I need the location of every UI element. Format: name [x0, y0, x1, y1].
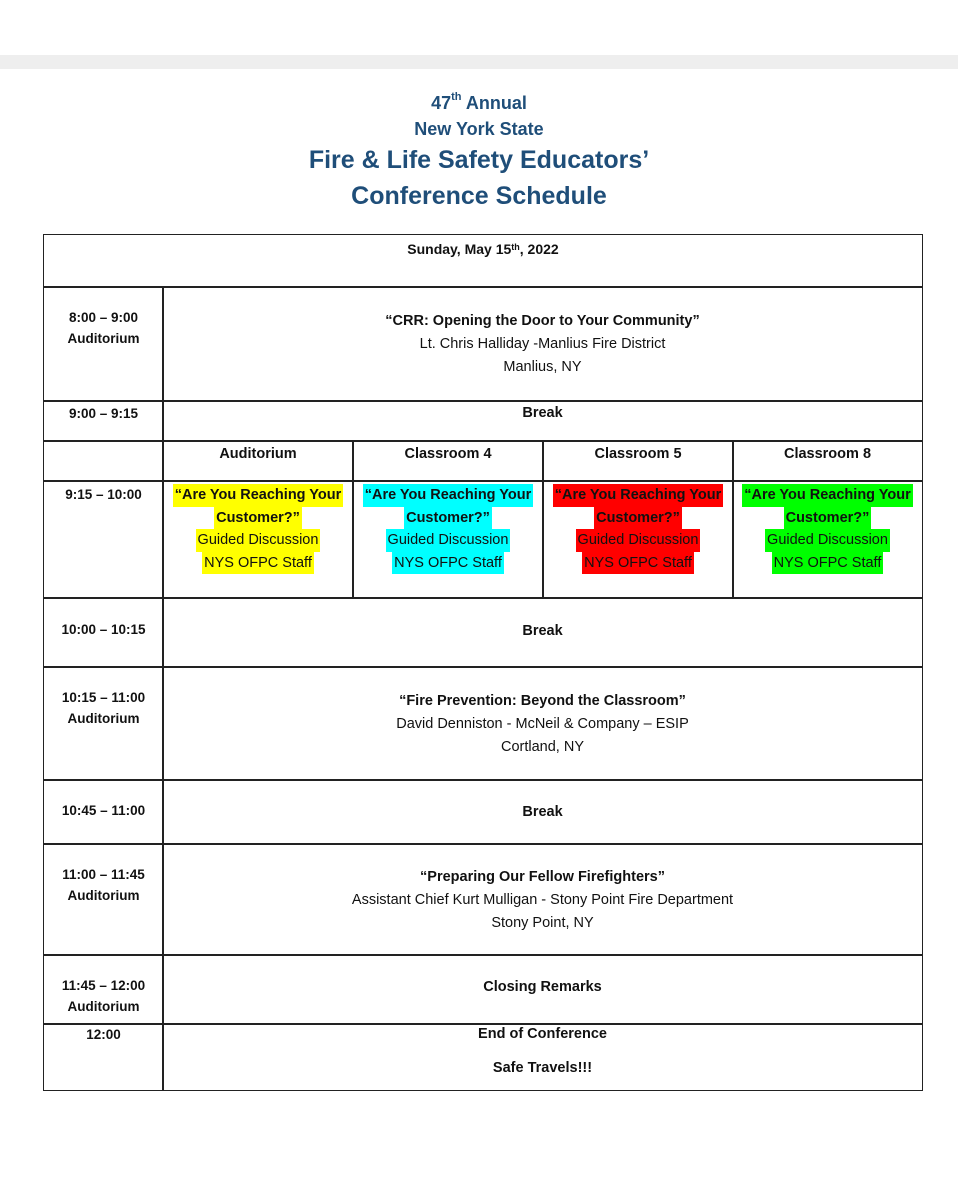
time-label: 10:45 – 11:00: [61, 803, 146, 818]
header-subtitle: Conference Schedule: [351, 182, 607, 210]
session-title: “Are You Reaching Your: [553, 484, 724, 507]
time-cell: [43, 1023, 164, 1091]
session-title: Customer?”: [594, 507, 682, 530]
session-cell-classroom-8: [732, 480, 923, 599]
session-title: Customer?”: [784, 507, 872, 530]
room-header-classroom-4: Classroom 4: [352, 440, 544, 482]
session-title: “Preparing Our Fellow Firefighters”: [420, 869, 665, 885]
session-title: “CRR: Opening the Door to Your Community”: [385, 313, 700, 329]
session-title: “Fire Prevention: Beyond the Classroom”: [399, 693, 686, 709]
time-cell: [43, 400, 164, 442]
session-presenter: NYS OFPC Staff: [772, 552, 884, 575]
end-of-conference-cell: [162, 1023, 923, 1091]
top-gray-strip: [0, 55, 958, 69]
time-cell: [43, 666, 164, 781]
time-label: 8:00 – 9:00: [68, 310, 139, 325]
session-type: Guided Discussion: [196, 529, 321, 552]
date-row: Sunday, May 15th, 2022: [43, 234, 923, 288]
location-label: Auditorium: [67, 888, 140, 903]
header-state: New York State: [414, 119, 544, 139]
time-label: 9:00 – 9:15: [68, 406, 139, 421]
session-title: “Are You Reaching Your: [742, 484, 913, 507]
room-header-auditorium: Auditorium: [162, 440, 354, 482]
time-label: 10:15 – 11:00: [61, 690, 146, 705]
session-cell: [162, 843, 923, 956]
session-title: Customer?”: [214, 507, 302, 530]
break-cell: Break: [162, 779, 923, 845]
time-cell: [43, 597, 164, 668]
session-type: Guided Discussion: [576, 529, 701, 552]
session-presenter: Lt. Chris Halliday -Manlius Fire District: [419, 336, 666, 352]
break-cell: Break: [162, 400, 923, 442]
farewell-label: Safe Travels!!!: [492, 1060, 593, 1076]
session-presenter: Assistant Chief Kurt Mulligan - Stony Point Fire Department: [351, 892, 734, 908]
session-location: Stony Point, NY: [491, 915, 594, 931]
session-presenter: NYS OFPC Staff: [202, 552, 314, 575]
time-cell: [43, 779, 164, 845]
room-header-classroom-5: Classroom 5: [542, 440, 734, 482]
session-title: “Are You Reaching Your: [173, 484, 344, 507]
session-presenter: NYS OFPC Staff: [392, 552, 504, 575]
session-presenter: NYS OFPC Staff: [582, 552, 694, 575]
break-cell: Break: [162, 597, 923, 668]
header-edition: 47th Annual: [431, 91, 527, 113]
session-presenter: David Denniston - McNeil & Company – ESIP: [396, 716, 689, 732]
time-cell: [43, 954, 164, 1025]
location-label: Auditorium: [67, 999, 140, 1014]
time-label: 11:45 – 12:00: [61, 978, 146, 993]
room-header-classroom-8: Classroom 8: [732, 440, 923, 482]
end-label: End of Conference: [478, 1026, 607, 1042]
header-title: Fire & Life Safety Educators’: [308, 146, 650, 174]
session-cell-classroom-5: [542, 480, 734, 599]
time-label: 11:00 – 11:45: [62, 867, 145, 882]
time-cell: [43, 286, 164, 402]
time-label: 9:15 – 10:00: [65, 487, 142, 502]
session-title: Customer?”: [404, 507, 492, 530]
time-label: 12:00: [86, 1027, 121, 1042]
location-label: Auditorium: [67, 711, 140, 726]
time-cell: [43, 843, 164, 956]
session-location: Manlius, NY: [503, 359, 582, 375]
session-type: Guided Discussion: [765, 529, 890, 552]
session-cell: [162, 286, 923, 402]
time-cell: [43, 480, 164, 599]
session-type: Guided Discussion: [386, 529, 511, 552]
empty-cell: [43, 440, 164, 482]
closing-remarks-cell: Closing Remarks: [162, 954, 923, 1025]
time-label: 10:00 – 10:15: [61, 622, 146, 637]
session-cell-classroom-4: [352, 480, 544, 599]
session-cell-auditorium: [162, 480, 354, 599]
session-title: “Are You Reaching Your: [363, 484, 534, 507]
session-cell: [162, 666, 923, 781]
session-location: Cortland, NY: [500, 739, 584, 755]
location-label: Auditorium: [67, 331, 140, 346]
